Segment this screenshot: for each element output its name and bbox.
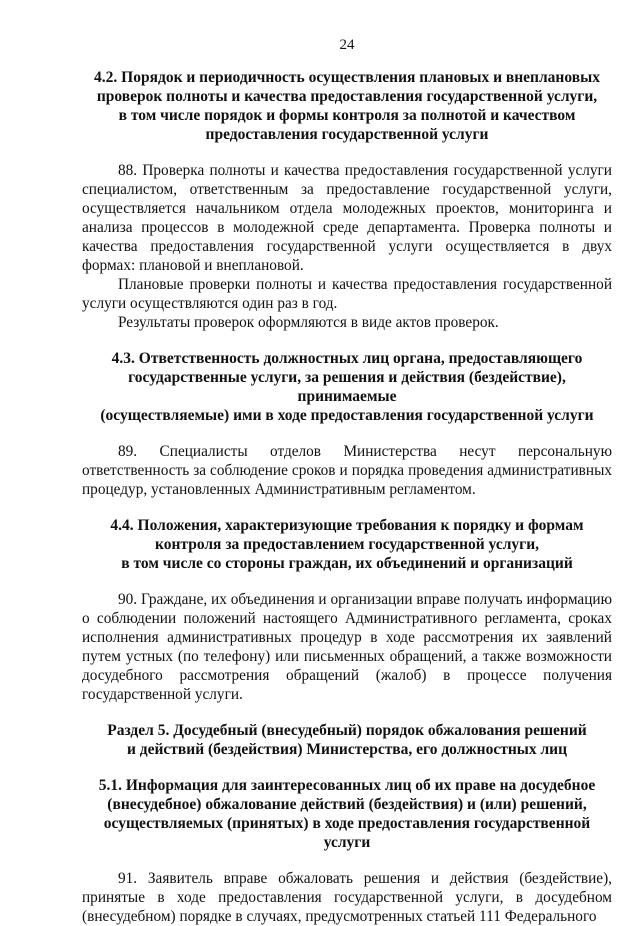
- heading-line: в том числе порядок и формы контроля за полнотой и качеством: [118, 107, 576, 124]
- paragraph-check-results: Результаты проверок оформляются в виде актов проверок.: [118, 314, 499, 331]
- heading-line: государственные услуги, за решения и действия (бездействие), принимаемые: [128, 369, 566, 405]
- heading-razdel-5: [82, 721, 612, 759]
- heading-line: 4.3. Ответственность должностных лиц органа, предоставляющего: [111, 350, 583, 367]
- heading-line: (внесудебное) обжалование действий (бездействия) и (или) решений,: [107, 796, 587, 813]
- page-number: 24: [339, 37, 355, 53]
- heading-line: осуществляемых (принятых) в ходе предоставления государственной услуги: [103, 815, 591, 851]
- paragraph-89: 89. Специалисты отделов Министерства несут персональную ответственность за соблюдение сроков и порядка проведения административных процедур, установленных Административным регламентом.: [82, 443, 612, 498]
- heading-line: 4.4. Положения, характеризующие требования к порядку и формам: [110, 517, 584, 534]
- heading-line: 5.1. Информация для заинтересованных лиц об их праве на досудебное: [98, 777, 596, 794]
- heading-line: (осуществляемые) ими в ходе предоставления государственной услуги: [100, 407, 594, 424]
- heading-4-3: [82, 349, 612, 425]
- paragraph-88: 88. Проверка полноты и качества предоставления государственной услуги специалистом, ответственным за предоставление государственной услуги, осуществляется начальником отдела молодежных проектов, мониторинга и анализа процессов в молодежной среде департамента. Проверка полноты и качества предоставления государственной услуги осуществляется в двух формах: плановой и внеплановой.: [82, 162, 612, 274]
- heading-4-2: [82, 68, 612, 144]
- paragraph-91: 91. Заявитель вправе обжаловать решения и действия (бездействие), принятые в ходе предоставления государственной услуги, в досудебном (внесудебном) порядке в случаях, предусмотренных статьей 111 Федерального: [82, 870, 612, 925]
- heading-line: и действий (бездействия) Министерства, его должностных лиц: [126, 741, 568, 758]
- paragraph-planned-checks: Плановые проверки полноты и качества предоставления государственной услуги осуществляются один раз в год.: [82, 276, 612, 312]
- heading-4-4: [82, 516, 612, 573]
- heading-line: контроля за предоставлением государственной услуги,: [154, 536, 540, 553]
- heading-5-1: [82, 776, 612, 852]
- heading-line: проверок полноты и качества предоставления государственной услуги,: [96, 88, 598, 105]
- heading-line: предоставления государственной услуги: [205, 126, 489, 143]
- heading-line: Раздел 5. Досудебный (внесудебный) порядок обжалования решений: [107, 722, 587, 739]
- paragraph-90: 90. Граждане, их объединения и организации вправе получать информацию о соблюдении положений настоящего Административного регламента, сроках исполнения административных процедур в ходе рассмотрения их заявлений путем устных (по телефону) или письменных обращений, а также возможности досудебного рассмотрения обращений (жалоб) в процессе получения государственной услуги.: [82, 591, 612, 703]
- heading-line: 4.2. Порядок и периодичность осуществления плановых и внеплановых: [94, 69, 600, 86]
- heading-line: в том числе со стороны граждан, их объединений и организаций: [121, 555, 573, 572]
